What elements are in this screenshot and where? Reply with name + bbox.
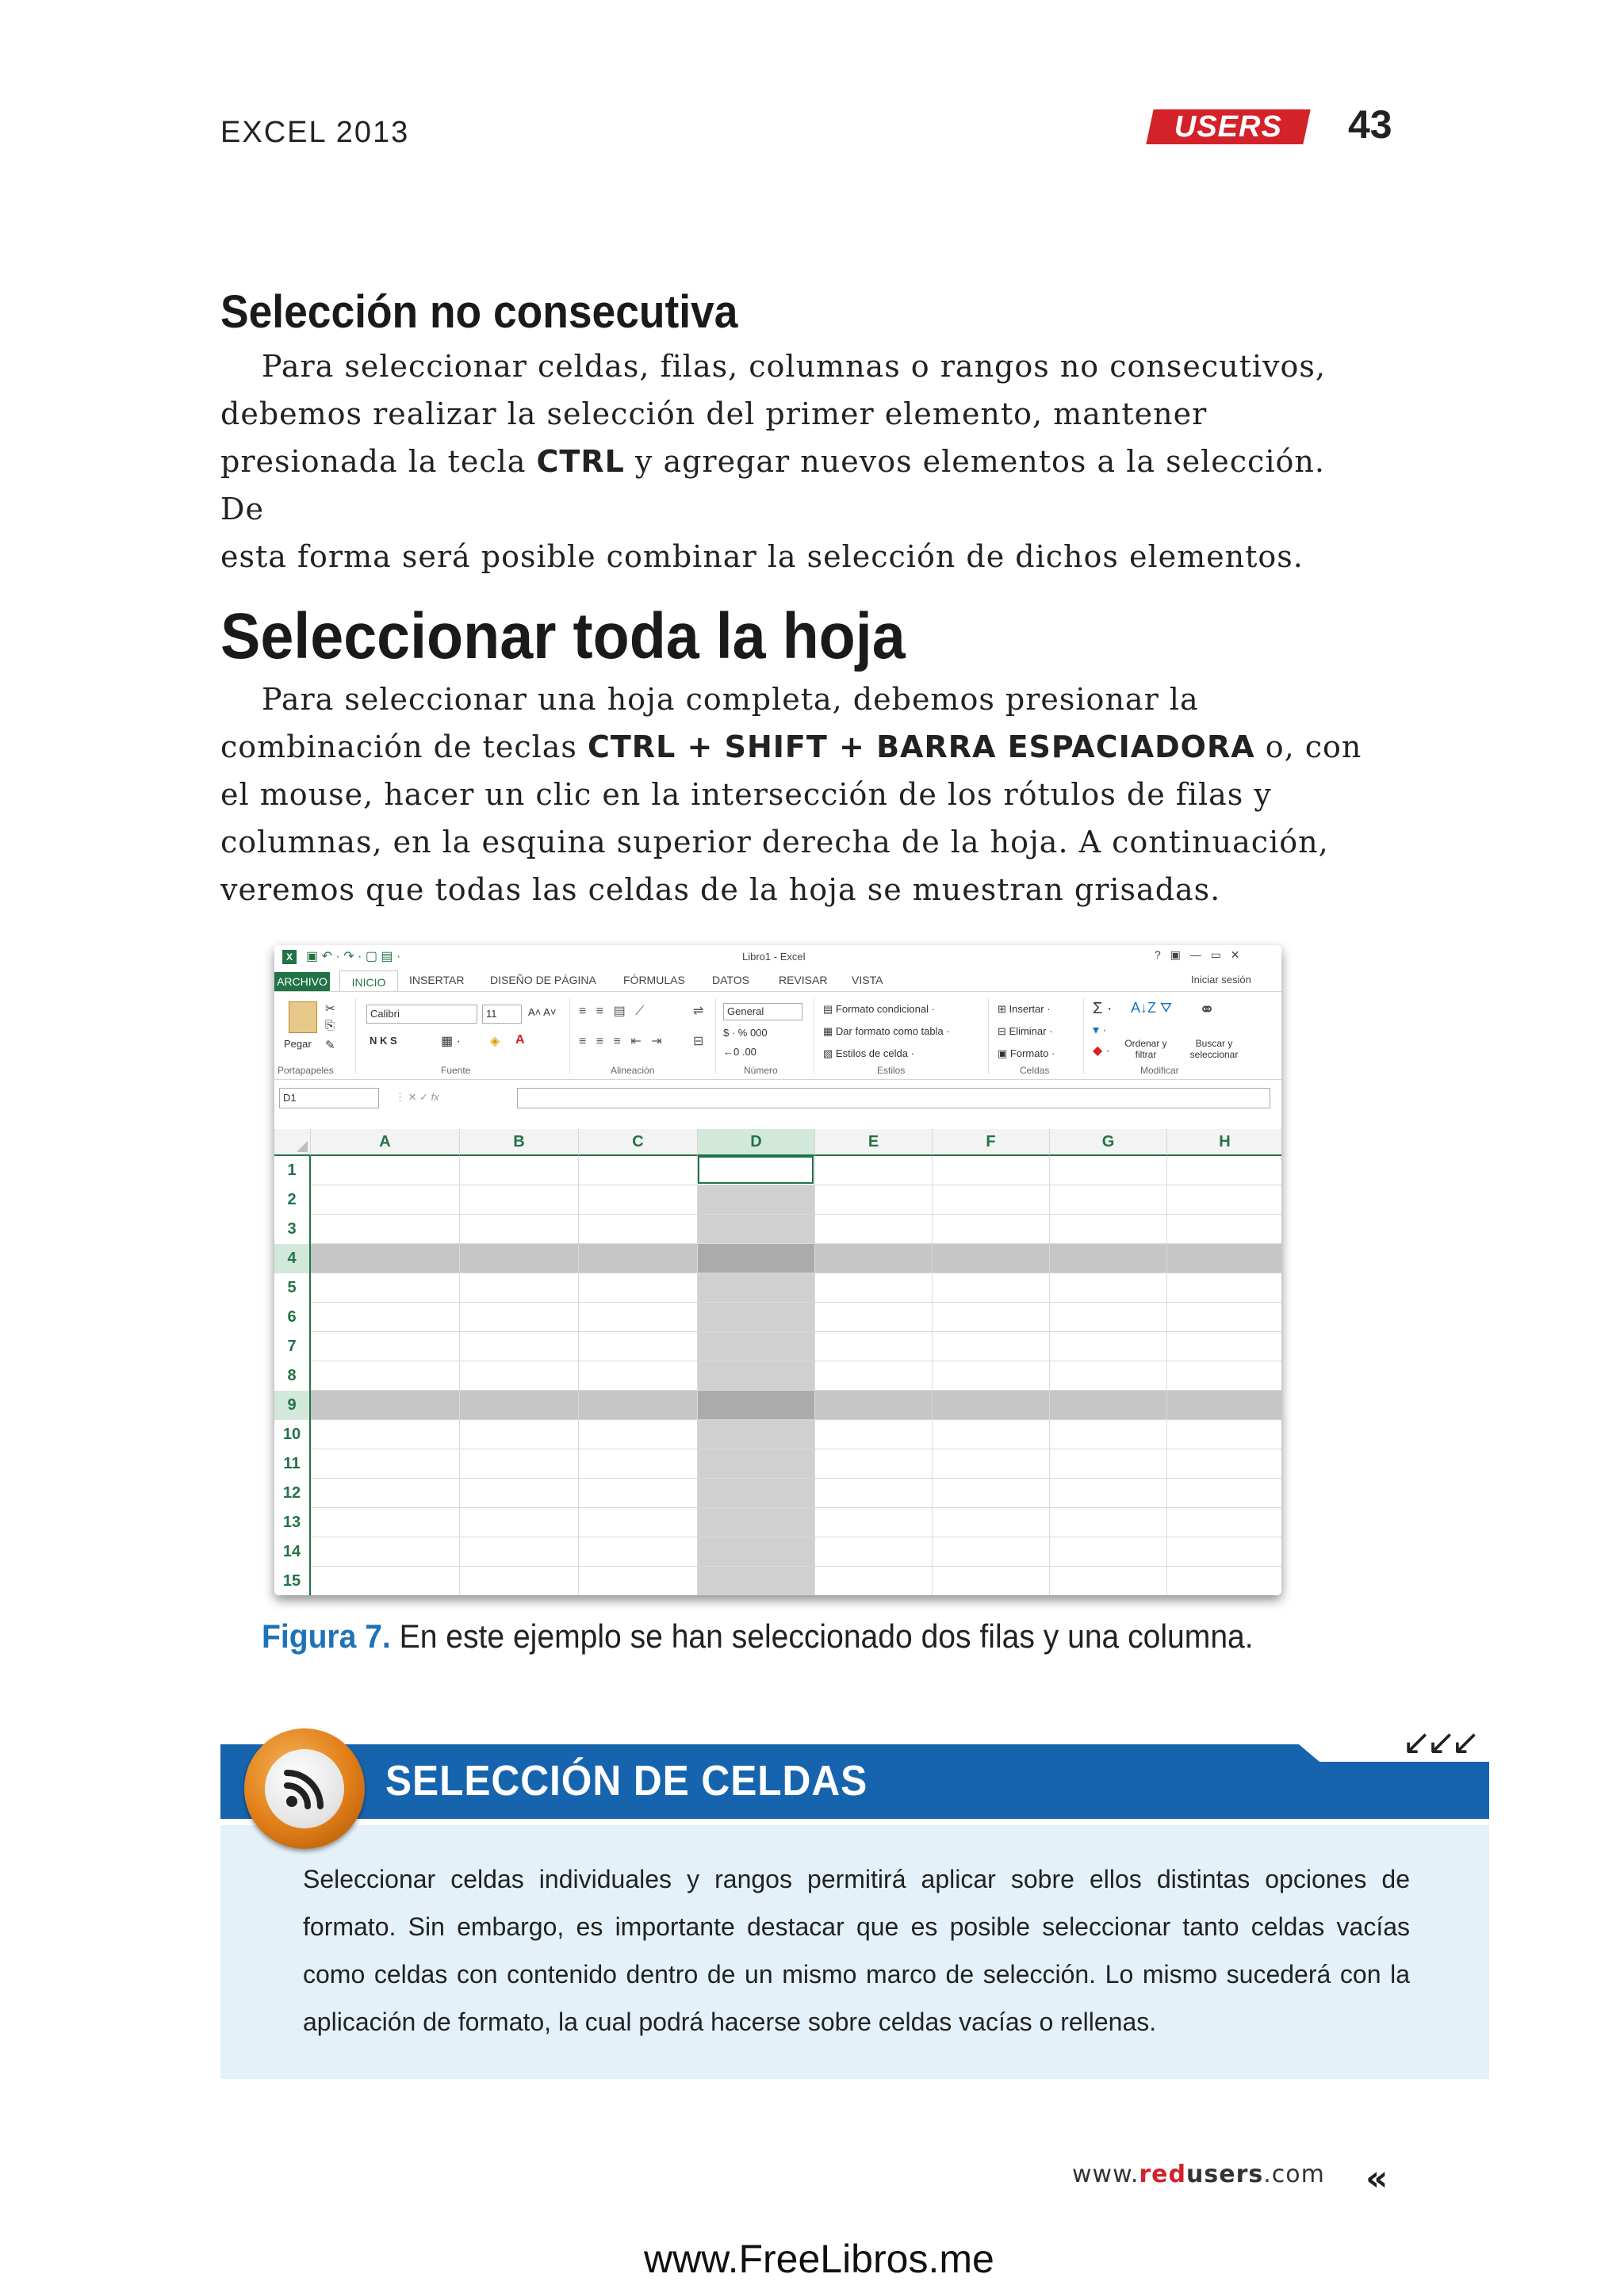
group-label-fuente: Fuente [441,1065,471,1076]
borders-icon[interactable]: ▦ · [441,1035,461,1048]
grid-line [459,1156,460,1595]
worksheet-grid[interactable] [274,1129,1281,1595]
delete-cells-button[interactable]: ⊟ Eliminar · [998,1025,1053,1037]
section-heading-seleccionar-toda-la-hoja: Seleccionar toda la hoja [220,600,906,672]
grid-line [311,1419,1281,1420]
group-label-portapapeles: Portapapeles [278,1065,334,1076]
row-header-2[interactable]: 2 [274,1185,311,1215]
delete-label: Eliminar [1009,1025,1047,1037]
page-number: 43 [1348,102,1392,147]
column-header-g[interactable]: G [1050,1129,1167,1156]
formula-input[interactable] [517,1088,1270,1108]
tab-datos[interactable]: DATOS [712,974,749,986]
grid-line [311,1478,1281,1479]
row-header-12[interactable]: 12 [274,1479,311,1508]
tab-vista[interactable]: VISTA [852,974,883,986]
group-label-celdas: Celdas [1020,1065,1050,1076]
autosum-icon[interactable]: Σ · [1093,1000,1113,1017]
figure-label: Figura 7. [262,1617,391,1655]
ribbon-separator [1083,998,1084,1074]
grid-line [311,1214,1281,1215]
window-controls[interactable]: ? ▣ — ▭ ✕ [1155,948,1243,961]
excel-app-icon: X [282,950,297,964]
row-header-15[interactable]: 15 [274,1567,311,1595]
font-name-select[interactable]: Calibri [366,1005,477,1024]
font-color-icon[interactable]: A [515,1033,525,1047]
row-header-7[interactable]: 7 [274,1332,311,1361]
para-line: o, con [1254,729,1362,764]
excel-screenshot [274,945,1281,1595]
ribbon-separator [355,998,356,1074]
decimal-icons[interactable]: ←0 .00 [723,1046,756,1058]
grid-line [311,1302,1281,1303]
section-heading-seleccion-no-consecutiva: Selección no consecutiva [220,286,738,338]
group-label-alineacion: Alineación [611,1065,655,1076]
users-logo [1146,109,1310,144]
para-line: y agregar nuevos elementos a la selección. De [220,444,1325,526]
tab-insertar[interactable]: INSERTAR [409,974,465,986]
column-header-f[interactable]: F [933,1129,1050,1156]
box-title: SELECCIÓN DE CELDAS [385,1757,868,1805]
active-cell-d1[interactable] [698,1156,814,1184]
font-grow-shrink-icon[interactable]: A˄ A˅ [528,1006,557,1018]
row-header-9[interactable]: 9 [274,1391,311,1420]
name-box[interactable]: D1 [279,1088,379,1108]
tab-archivo[interactable]: ARCHIVO [274,972,330,991]
row-header-6[interactable]: 6 [274,1303,311,1332]
group-label-numero: Número [744,1065,778,1076]
triple-arrow-icon: ↙↙↙ [1402,1722,1476,1763]
wrap-text-icon[interactable]: ⇌ [693,1005,704,1018]
grid-line [311,1507,1281,1508]
row-header-1[interactable]: 1 [274,1156,311,1185]
formula-buttons[interactable]: ⋮ ✕ ✓ fx [395,1091,439,1103]
url-part: www. [1072,2161,1139,2188]
paragraph-seleccion-no-consecutiva [220,343,1362,580]
tab-inicio[interactable]: INICIO [339,970,398,993]
row-header-14[interactable]: 14 [274,1537,311,1567]
column-header-c[interactable]: C [579,1129,698,1156]
sort-filter-button[interactable]: Ordenar y filtrar [1124,1038,1167,1060]
ribbon-tabs [274,970,1281,991]
align-top-icons[interactable]: ≡ ≡ ▤ ⟋ [579,1005,648,1018]
fill-color-icon[interactable]: ◈ [490,1035,500,1048]
quick-access-toolbar[interactable]: ▣ ↶ · ↷ · ▢ ▤ · [306,950,401,963]
logo-text: USERS [1174,109,1282,144]
grid-line [1166,1156,1167,1595]
align-horizontal-icons[interactable]: ≡ ≡ ≡ ⇤ ⇥ [579,1035,665,1048]
excel-title-bar [274,945,1281,967]
formula-bar [274,1085,1281,1110]
para-line: esta forma será posible combinar la selección de dichos elementos. [220,539,1304,574]
sort-filter-icon[interactable]: A↓Z ⛛ [1131,1000,1173,1016]
format-cells-button[interactable]: ▣ Formato · [998,1047,1055,1059]
accounting-percent-icons[interactable]: $ · % 000 [723,1027,768,1039]
format-as-table-label: Dar formato como tabla [835,1025,944,1037]
group-label-modificar: Modificar [1140,1065,1179,1076]
find-binoculars-icon[interactable]: ⚭ [1199,999,1216,1020]
key-combination: CTRL + SHIFT + BARRA ESPACIADORA [588,729,1255,764]
clear-icon[interactable]: ◆ · [1093,1044,1111,1058]
key-ctrl: CTRL [536,444,625,479]
grid-line [1049,1156,1050,1595]
url-part: .com [1263,2161,1325,2188]
double-chevron-icon: « [1365,2158,1388,2199]
tab-formulas[interactable]: FÓRMULAS [623,974,685,986]
cell-styles-button[interactable]: ▧ Estilos de celda · [823,1047,914,1059]
conditional-format-button[interactable]: ▤ Formato condicional · [823,1003,935,1015]
grid-line [311,1331,1281,1332]
row-header-13[interactable]: 13 [274,1508,311,1537]
conditional-format-label: Formato condicional [835,1003,929,1015]
box-text: Seleccionar celdas individuales y rangos permitirá aplicar sobre ellos distintas opciones de formato. Sin embargo, es importante destacar que es posible seleccionar tanto celdas vacías como celdas con contenido dentro de un mismo marco de selección. Lo mismo sucederá con la aplicación de formato, la cual podrá hacerse sobre celdas vacías o rellenas. [303,1865,1410,2036]
cell-styles-label: Estilos de celda [835,1047,908,1059]
caption-text: En este ejemplo se han seleccionado dos filas y una columna. [390,1617,1254,1655]
paste-button[interactable]: Pegar [284,1038,312,1050]
para-line: Para seleccionar celdas, filas, columnas o rangos no consecutivos, [262,349,1326,384]
para-line: columnas, en la esquina superior derecha de la hoja. A continuación, [220,825,1329,859]
bold-italic-underline[interactable]: N K S [370,1035,397,1047]
signin-link[interactable]: Iniciar sesión [1191,974,1251,986]
fx-label: fx [431,1091,439,1103]
grid-line [578,1156,579,1595]
figure-caption [262,1617,1254,1656]
row-header-4[interactable]: 4 [274,1244,311,1273]
row-header-3[interactable]: 3 [274,1215,311,1244]
grid-line [932,1156,933,1595]
column-header-d[interactable]: D [698,1129,815,1156]
grid-line [814,1156,815,1595]
para-line: veremos que todas las celdas de la hoja se muestran grisadas. [220,872,1221,907]
ribbon-separator [715,998,716,1074]
ribbon-separator [569,998,570,1074]
row-header-5[interactable]: 5 [274,1273,311,1303]
paragraph-seleccionar-toda-la-hoja [220,676,1362,913]
row-header-10[interactable]: 10 [274,1420,311,1449]
column-header-a[interactable]: A [311,1129,460,1156]
para-line: el mouse, hacer un clic en la intersección de los rótulos de filas y [220,777,1272,812]
number-format-select[interactable]: General [723,1003,802,1020]
tab-diseno-de-pagina[interactable]: DISEÑO DE PÁGINA [490,974,596,986]
find-select-button[interactable]: Buscar y seleccionar [1189,1038,1239,1060]
column-header-b[interactable]: B [460,1129,579,1156]
merge-center-icon[interactable]: ⊟ [693,1035,704,1048]
insert-cells-button[interactable]: ⊞ Insertar · [998,1003,1051,1015]
window-title: Libro1 - Excel [742,951,806,963]
row-header-11[interactable]: 11 [274,1449,311,1479]
select-all-corner[interactable] [274,1129,311,1156]
font-size-select[interactable]: 11 [482,1005,522,1024]
para-line: combinación de teclas [220,729,588,764]
format-as-table-button[interactable]: ▦ Dar formato como tabla · [823,1025,950,1037]
cut-icon[interactable]: ✂ [325,1002,335,1016]
para-line: Para seleccionar una hoja completa, debemos presionar la [262,682,1199,717]
para-line: presionada la tecla [220,444,537,479]
row-header-8[interactable]: 8 [274,1361,311,1391]
grid-line [311,1566,1281,1567]
format-label: Formato [1009,1047,1049,1059]
group-label-estilos: Estilos [877,1065,906,1076]
ribbon-separator [988,998,989,1074]
grid-line [311,1243,1281,1244]
grid-line [311,1390,1281,1391]
paste-icon[interactable] [289,1001,317,1033]
ribbon [274,991,1281,1080]
footer-url[interactable] [1072,2161,1325,2188]
column-header-h[interactable]: H [1167,1129,1281,1156]
watermark: www.FreeLibros.me [644,2237,994,2281]
column-header-e[interactable]: E [815,1129,933,1156]
fill-icon[interactable]: ▾ · [1093,1024,1107,1037]
para-line: debemos realizar la selección del primer elemento, mantener [220,396,1208,431]
url-part-users: users [1186,2161,1264,2188]
format-painter-icon[interactable]: ✎ [325,1039,335,1052]
tab-revisar[interactable]: REVISAR [779,974,828,986]
insert-label: Insertar [1009,1003,1044,1015]
url-part-red: red [1139,2161,1187,2188]
rss-feed-icon [265,1749,344,1828]
grid-line [697,1156,698,1595]
running-head: EXCEL 2013 [220,116,410,149]
copy-icon[interactable]: ⎘ [325,1019,335,1032]
select-all-triangle-icon [297,1141,308,1152]
